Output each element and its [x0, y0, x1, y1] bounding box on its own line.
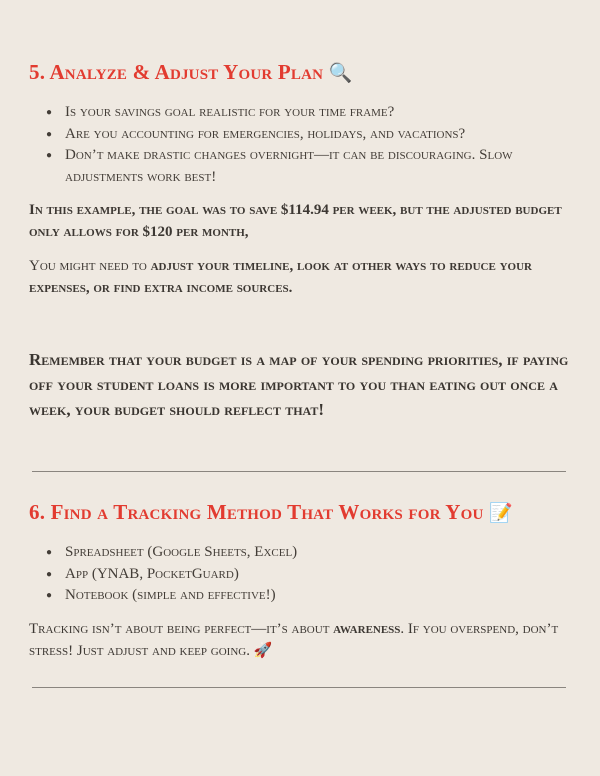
section-6-bullet-list — [46, 542, 561, 607]
section-6-heading-text: 6. Find a Tracking Method That Works for You — [29, 500, 484, 524]
list-item: ● App (YNAB, PocketGuard) — [46, 564, 561, 586]
section-5-heading — [29, 60, 352, 85]
example-paragraph: In this example, the goal was to save $114.94 per week, but the adjusted budget only allows for $120 per month, — [29, 202, 562, 240]
remember-paragraph: Remember that your budget is a map of your spending priorities, if paying off your student loans is more important to you than eating out once a week, your budget should reflect that! — [29, 350, 569, 419]
tracking-text: Tracking isn’t about being perfect—it’s about — [29, 621, 334, 637]
tracking-emphasis: awareness — [333, 621, 401, 637]
list-item: ● Don’t make drastic changes overnight—it can be discouraging. Slow adjustments work best! — [46, 145, 561, 188]
list-item: ● Spreadsheet (Google Sheets, Excel) — [46, 542, 561, 564]
divider — [32, 687, 566, 688]
magnifying-glass-icon: 🔍 — [328, 63, 353, 84]
rocket-icon: 🚀 — [253, 643, 273, 659]
tip-paragraph — [29, 255, 574, 299]
tip-emphasis: adjust your timeline, look at other ways to reduce your expenses, or find extra income sources. — [29, 258, 532, 296]
list-item: ● Notebook (simple and effective!) — [46, 585, 561, 607]
divider — [32, 471, 566, 472]
tip-text: You might need to — [29, 258, 151, 274]
tracking-text-end: . If you overspend, don’t stress! Just adjust and keep going. — [29, 621, 559, 659]
section-6-heading — [29, 500, 513, 525]
section-5-bullet-list — [46, 102, 561, 188]
memo-icon: 📝 — [489, 503, 513, 524]
section-5-heading-text: 5. Analyze & Adjust Your Plan — [29, 60, 324, 84]
list-item: ● Are you accounting for emergencies, holidays, and vacations? — [46, 124, 561, 146]
list-item: ● Is your savings goal realistic for your time frame? — [46, 102, 561, 124]
tracking-paragraph — [29, 618, 574, 662]
